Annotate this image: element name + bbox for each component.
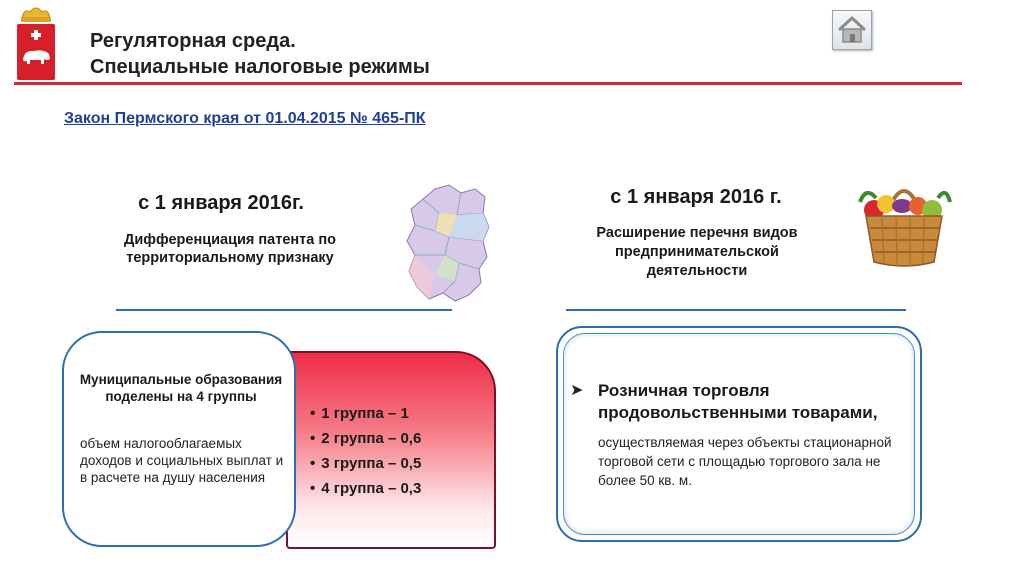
municipalities-text: объем налогооблагаемых доходов и социальных выплат и в расчете на душу населения: [80, 436, 284, 485]
page-title: [90, 28, 430, 80]
group-item: • 3 группа – 0,5: [310, 451, 421, 476]
left-divider: [116, 309, 452, 311]
title-line-1: Регуляторная среда.: [90, 30, 296, 52]
groups-panel: [286, 351, 496, 549]
retail-card: [556, 326, 922, 542]
title-line-2: Специальные налоговые режимы: [90, 56, 430, 78]
municipalities-card: [62, 331, 296, 547]
left-description: Дифференциация патента по территориальному признаку: [124, 232, 336, 266]
right-divider: [566, 309, 906, 311]
right-description: Расширение перечня видов предпринимательской деятельности: [596, 225, 798, 279]
arrow-bullet-icon: ➤: [570, 382, 584, 399]
group-item: • 4 группа – 0,3: [310, 476, 421, 501]
left-date: с 1 января 2016г.: [138, 192, 304, 214]
municipalities-heading: Муниципальные образования поделены на 4 группы: [79, 372, 283, 404]
region-map-image: [405, 183, 491, 305]
group-item: • 1 группа – 1: [310, 401, 421, 426]
retail-text: осуществляемая через объекты стационарной торговой сети с площадью торгового зала не более 50 кв. м.: [598, 435, 892, 488]
group-list: [310, 401, 421, 501]
home-icon: [833, 11, 871, 49]
food-basket-image: [852, 176, 956, 270]
retail-heading: Розничная торговля продовольственными товарами,: [598, 381, 878, 422]
header-divider: [14, 82, 962, 85]
right-date: с 1 января 2016 г.: [610, 186, 782, 208]
coat-of-arms-logo: [14, 4, 58, 82]
law-link[interactable]: Закон Пермского края от 01.04.2015 № 465-ПК: [64, 110, 426, 127]
home-button[interactable]: [832, 10, 872, 50]
group-item: • 2 группа – 0,6: [310, 426, 421, 451]
